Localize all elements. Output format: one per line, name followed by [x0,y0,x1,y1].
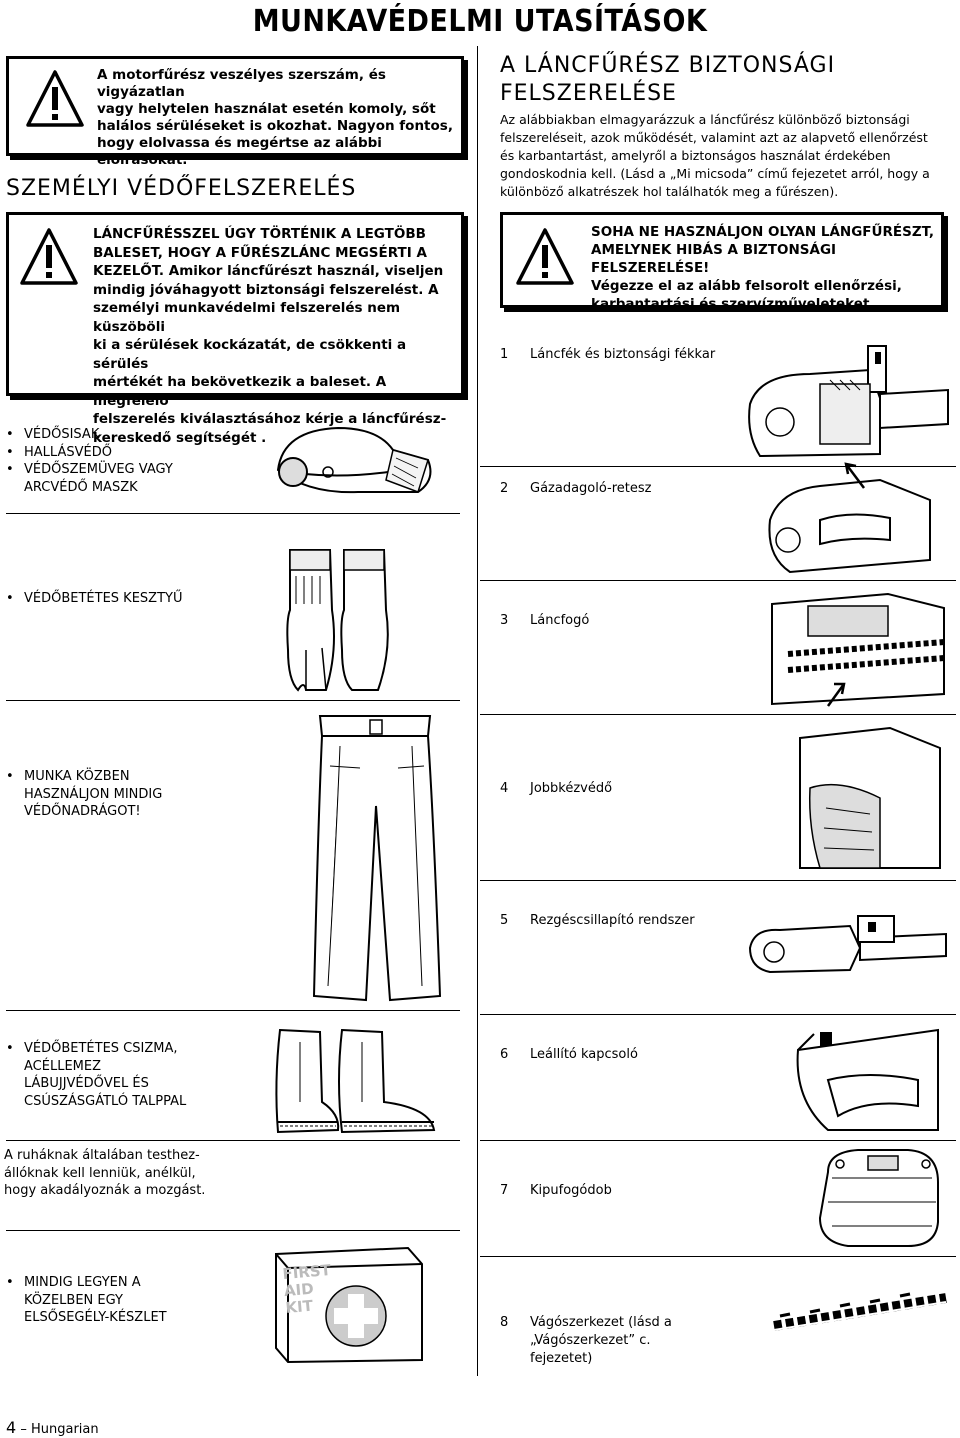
equipment-item-boots: • VÉDŐBETÉTES CSIZMA, ACÉLLEMEZ LÁBUJJVÉDŐVEL ÉS CSÚSZÁSGÁTLÓ TALPPAL [6,1041,187,1109]
safety-equipment-heading: A LÁNCFŰRÉSZ BIZTONSÁGI FELSZERELÉSE [500,53,836,106]
safety-intro-text: Az alábbiakban elmagyarázzuk a láncfűrész különböző biztonsági felszereléseit, azok működését, valamint azt az alapvető ellenőrzést és karbantartást, amelyről a biztonságos használat érdekében gondoskodnia kell. (Lásd a „Mi micsoda” című fejezetet arról, hogy a különböző alkatrészek hol találhatók meg a fűrészen). [500,112,930,199]
equipment-item-trousers: • MUNKA KÖZBEN HASZNÁLJON MINDIG VÉDŐNADRÁGOT! [6,769,163,819]
gloves-icon [282,540,392,700]
helmet-icon [268,420,438,500]
safety-item-chain-brake: 1 Láncfék és biztonsági fékkar [500,347,716,362]
warning-triangle-icon [25,69,85,129]
first-aid-label-1: FIRST [281,1260,332,1284]
page-title: MUNKAVÉDELMI UTASÍTÁSOK [252,4,708,39]
first-aid-kit-icon [268,1244,428,1366]
personal-equipment-warning-text-cont: személyi munkavédelmi felszerelés nem küszöböli ki a sérülések kockázatát, de csökkenti a sérülés mértékét ha bekövetkezik a baleset. A megfelelő felszerelés kiválasztásához kérje a láncfűrész- kereskedő segítségét . [93,300,447,446]
danger-warning-text: A motorfűrész veszélyes szerszám, és vigyázatlan vagy helytelen használat esetén komoly, sőt halálos sérüléseket is okozhat. Nagyon fontos, hogy elolvassa és megértse az alábbi előírásokat. [97,67,453,168]
first-aid-label-2: AID [283,1279,315,1301]
vibration-damping-icon [740,908,950,988]
safety-item-throttle-lockout: 2 Gázadagoló-retesz [500,481,652,496]
trousers-icon [300,706,450,1006]
safety-item-vibration-damping: 5 Rezgéscsillapító rendszer [500,913,695,928]
warning-triangle-icon [19,227,79,287]
first-aid-label-3: KIT [284,1296,314,1318]
clothing-note: A ruháknak általában testhez- állóknak kell lenniük, anélkül, hogy akadályoznák a mozgást. [4,1148,206,1198]
safety-item-chain-catcher: 3 Láncfogó [500,613,590,628]
danger-warning-box [6,56,464,168]
personal-equipment-warning-text: LÁNCFŰRÉSSZEL ÚGY TÖRTÉNIK A LEGTÖBB BALESET, HOGY A FŰRÉSZLÁNC MEGSÉRTI A KEZELŐT. Amikor láncfűrészt használ, viseljen mindig jóváhagyott biztonsági felszerelést. A [93,226,444,298]
page-footer: 4 – Hungarian [6,1418,99,1437]
personal-equipment-heading: SZEMÉLYI VÉDŐFELSZERELÉS [6,176,357,201]
page-number: 4 [6,1418,17,1437]
boots-icon [270,1022,440,1142]
safety-warning-text: SOHA NE HASZNÁLJON OLYAN LÁNGFŰRÉSZT, AMELYNEK HIBÁS A BIZTONSÁGI FELSZERELÉSE! Végezze el az alább felsorolt ellenőrzési, karbantartási és szervízműveleteket [591,224,935,312]
safety-warning-box [500,212,944,312]
safety-item-stop-switch: 6 Leállító kapcsoló [500,1047,638,1062]
equipment-item-gloves: • VÉDŐBETÉTES KESZTYŰ [6,591,183,606]
right-hand-guard-icon [790,718,950,878]
safety-item-muffler: 7 Kipufogódob [500,1183,612,1198]
personal-equipment-warning-box [6,212,464,446]
chain-brake-icon [740,344,950,464]
language-label: Hungarian [30,1422,99,1437]
saw-chain-icon [770,1290,950,1340]
safety-item-cutting-equipment: 8 Vágószerkezet (lásd a „Vágószerkezet” c. fejezetet) [500,1315,672,1366]
equipment-item-helmet: • VÉDŐSISAK • HALLÁSVÉDŐ • VÉDŐSZEMÜVEG VAGY ARCVÉDŐ MASZK [6,427,173,495]
safety-item-right-hand-guard: 4 Jobbkézvédő [500,781,613,796]
warning-triangle-icon [515,227,575,287]
throttle-lockout-icon [760,460,950,580]
stop-switch-icon [788,1020,948,1140]
chain-catcher-icon [768,584,948,714]
equipment-item-first-aid: • MINDIG LEGYEN A KÖZELBEN EGY ELSŐSEGÉLY-KÉSZLET [6,1275,167,1325]
muffler-icon [808,1142,948,1252]
